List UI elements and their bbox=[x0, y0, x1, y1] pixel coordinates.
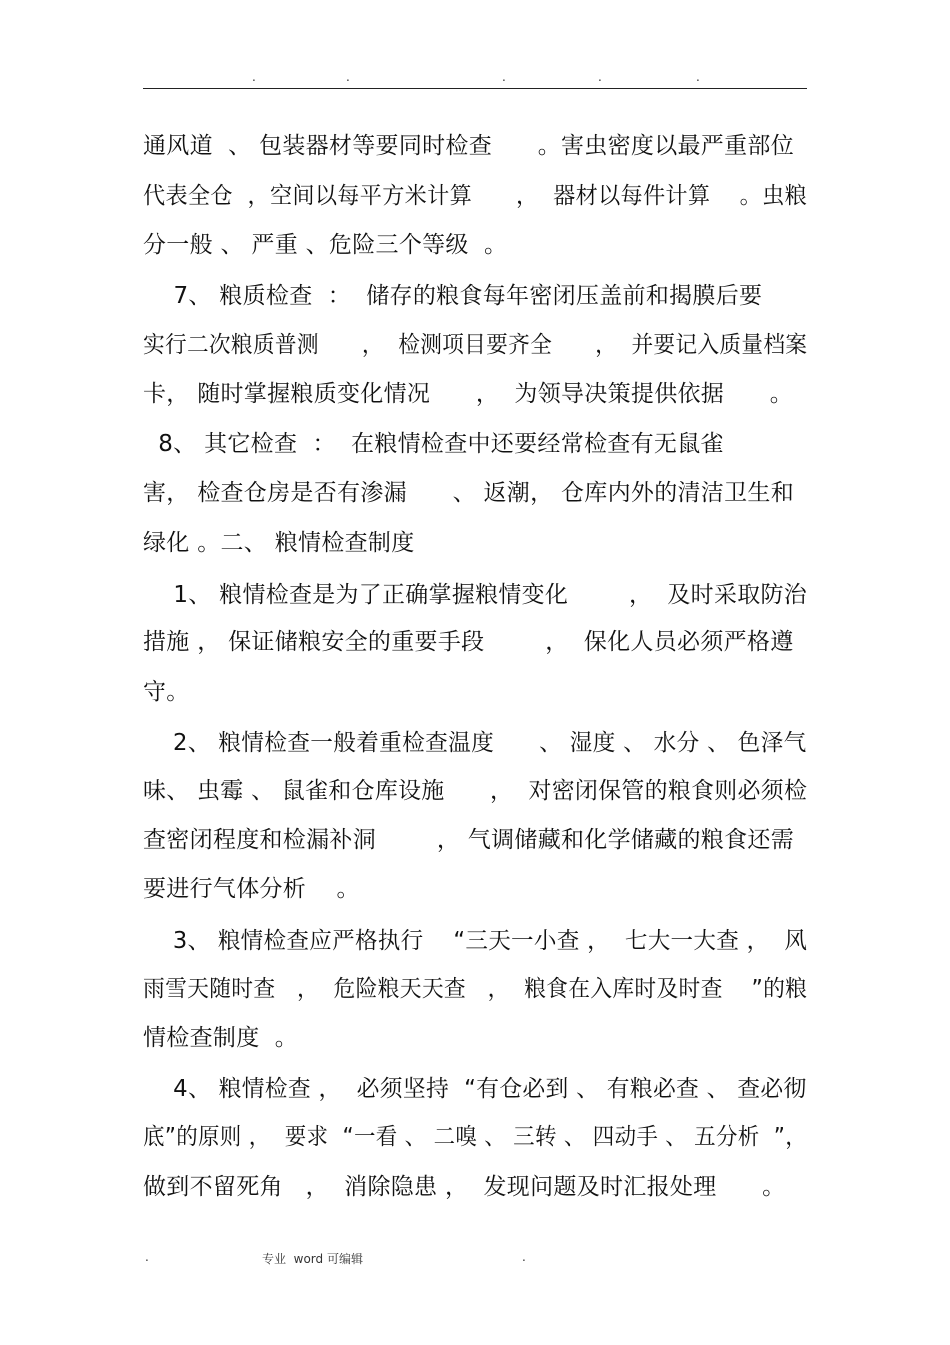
text-line: 味、 虫霉 、 鼠雀和仓库设施 ， 对密闭保管的粮食则必须检 bbox=[143, 778, 808, 804]
footer-dot: . bbox=[522, 1250, 526, 1264]
text-line: 4、 粮情检查 ， 必须坚持 “有仓必到 、 有粮必查 、 查必彻 bbox=[143, 1076, 807, 1102]
text-line: 代表全仓 ，空间以每平方米计算 ， 器材以每件计算 。虫粮 bbox=[143, 183, 808, 209]
text-line: 通风道 、 包装器材等要同时检查 。害虫密度以最严重部位 bbox=[143, 133, 794, 159]
page-footer bbox=[0, 1250, 950, 1270]
text-line: 绿化 。二、 粮情检查制度 bbox=[143, 530, 415, 556]
text-line: 守。 bbox=[143, 679, 190, 705]
text-line: 分一般 、 严重 、危险三个等级 。 bbox=[143, 232, 508, 258]
footer-dot: . bbox=[145, 1250, 149, 1264]
text-line: 3、 粮情检查应严格执行 “三天一小查 ， 七大一大查 ， 风 bbox=[143, 928, 808, 954]
text-line: 8、 其它检查 ： 在粮情检查中还要经常检查有无鼠雀 bbox=[143, 431, 724, 457]
header-dot: . bbox=[346, 70, 350, 84]
text-line: 措施 ， 保证储粮安全的重要手段 ， 保化人员必须严格遵 bbox=[143, 629, 794, 655]
header-dot: . bbox=[696, 70, 700, 84]
text-line: 底”的原则 ， 要求 “一看 、 二嗅 、 三转 、 四动手 、 五分析 ”， bbox=[143, 1124, 808, 1150]
text-line: 情检查制度 。 bbox=[143, 1025, 299, 1051]
text-line: 雨雪天随时查 ， 危险粮天天查 ， 粮食在入库时及时查 ”的粮 bbox=[143, 976, 808, 1002]
text-line: 2、 粮情检查一般着重检查温度 、 湿度 、 水分 、 色泽气 bbox=[143, 730, 807, 756]
header-dot: . bbox=[598, 70, 602, 84]
header-dots bbox=[0, 70, 950, 84]
text-line: 1、 粮情检查是为了正确掌握粮情变化 ， 及时采取防治 bbox=[143, 582, 808, 608]
text-line: 查密闭程度和检漏补洞 ， 气调储藏和化学储藏的粮食还需 bbox=[143, 827, 794, 853]
footer-text: 专业 word 可编辑 bbox=[262, 1252, 363, 1266]
header-rule bbox=[143, 88, 807, 89]
text-line: 实行二次粮质普测 ， 检测项目要齐全 ， 并要记入质量档案 bbox=[143, 332, 808, 358]
text-line: 做到不留死角 ， 消除隐患 ， 发现问题及时汇报处理 。 bbox=[143, 1174, 786, 1200]
header-dot: . bbox=[252, 70, 256, 84]
text-line: 要进行气体分析 。 bbox=[143, 876, 360, 902]
text-line: 7、 粮质检查 ： 储存的粮食每年密闭压盖前和揭膜后要 bbox=[143, 283, 763, 309]
text-line: 卡， 随时掌握粮质变化情况 ， 为领导决策提供依据 。 bbox=[143, 381, 794, 407]
text-line: 害， 检查仓房是否有渗漏 、 返潮， 仓库内外的清洁卫生和 bbox=[143, 480, 794, 506]
header-dot: . bbox=[502, 70, 506, 84]
